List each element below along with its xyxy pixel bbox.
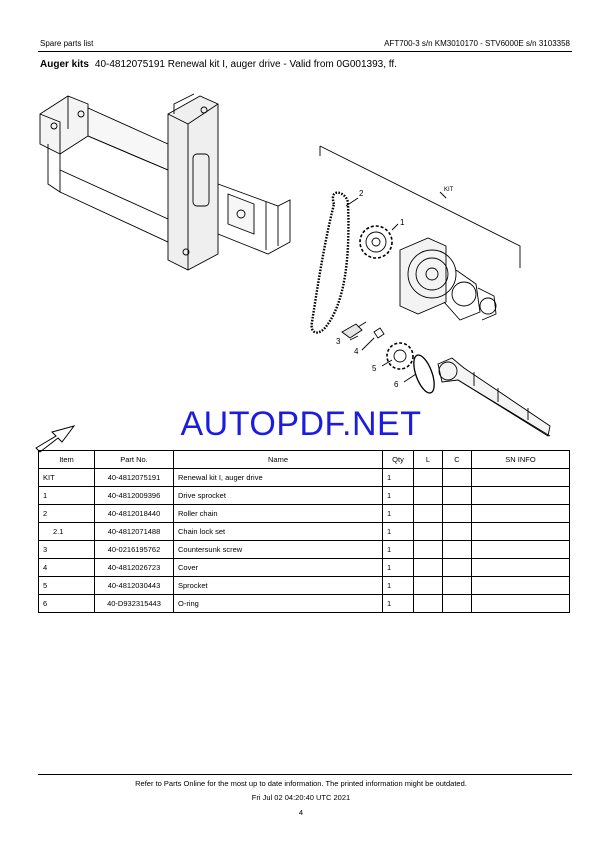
header-divider xyxy=(38,51,572,52)
drive-sprocket-illustration xyxy=(360,226,392,258)
col-name: Name xyxy=(174,451,383,469)
cell-name: Chain lock set xyxy=(174,523,383,541)
cell-c xyxy=(443,505,472,523)
col-item: Item xyxy=(39,451,95,469)
cell-sn-info xyxy=(472,487,570,505)
cell-sn-info xyxy=(472,505,570,523)
header-document-type: Spare parts list xyxy=(40,39,94,48)
title-label: Auger kits xyxy=(40,59,89,70)
title-text: 40-4812075191 Renewal kit I, auger drive - Valid from 0G001393, ff. xyxy=(94,59,397,70)
cell-sn-info xyxy=(472,559,570,577)
cell-sn-info xyxy=(472,523,570,541)
cover-illustration xyxy=(374,328,384,338)
callout-1: 1 xyxy=(400,218,405,227)
callout-5: 5 xyxy=(372,364,377,373)
cell-item: 3 xyxy=(39,541,95,559)
cell-qty: 1 xyxy=(383,523,414,541)
cell-name: Sprocket xyxy=(174,577,383,595)
cell-sn-info xyxy=(472,469,570,487)
cell-name: Drive sprocket xyxy=(174,487,383,505)
cell-item: 2.1 xyxy=(39,523,95,541)
cell-sn-info xyxy=(472,541,570,559)
cell-l xyxy=(414,505,443,523)
page-title xyxy=(40,59,397,70)
cell-qty: 1 xyxy=(383,487,414,505)
countersunk-screw-illustration xyxy=(342,322,366,338)
auger-frame-illustration xyxy=(40,94,290,270)
o-ring-illustration xyxy=(410,352,439,395)
callout-4: 4 xyxy=(354,347,359,356)
callout-2: 2 xyxy=(359,189,364,198)
cell-qty: 1 xyxy=(383,505,414,523)
header-model-info: AFT700-3 s/n KM3010170 - STV6000E s/n 3103358 xyxy=(384,39,570,48)
cell-part-no: 40-4812030443 xyxy=(95,577,174,595)
cell-qty: 1 xyxy=(383,469,414,487)
cell-c xyxy=(443,577,472,595)
cell-c xyxy=(443,487,472,505)
footer-note: Refer to Parts Online for the most up to date information. The printed information might be outdated. xyxy=(135,779,467,788)
cell-qty: 1 xyxy=(383,541,414,559)
cell-part-no: 40-4812009396 xyxy=(95,487,174,505)
cell-part-no: 40-4812071488 xyxy=(95,523,174,541)
footer-divider xyxy=(38,774,572,775)
cell-qty: 1 xyxy=(383,559,414,577)
cell-name: Countersunk screw xyxy=(174,541,383,559)
cell-l xyxy=(414,577,443,595)
table-row xyxy=(39,469,570,487)
sprocket-illustration xyxy=(387,343,413,369)
table-row xyxy=(39,595,570,613)
cell-qty: 1 xyxy=(383,577,414,595)
cell-item: 2 xyxy=(39,505,95,523)
cell-l xyxy=(414,487,443,505)
exploded-parts-drawing xyxy=(28,74,578,454)
col-part-no: Part No. xyxy=(95,451,174,469)
cell-part-no: 40-4812075191 xyxy=(95,469,174,487)
cell-part-no: 40-4812018440 xyxy=(95,505,174,523)
cell-part-no: 40-4812026723 xyxy=(95,559,174,577)
cell-l xyxy=(414,559,443,577)
watermark: AUTOPDF.NET xyxy=(180,405,422,443)
cell-part-no: 40-0216195762 xyxy=(95,541,174,559)
cell-name: O-ring xyxy=(174,595,383,613)
cell-item: 4 xyxy=(39,559,95,577)
table-row xyxy=(39,523,570,541)
callout-6: 6 xyxy=(394,380,399,389)
table-row xyxy=(39,487,570,505)
cell-c xyxy=(443,469,472,487)
cell-l xyxy=(414,595,443,613)
col-sn-info: SN INFO xyxy=(472,451,570,469)
cell-part-no: 40-D932315443 xyxy=(95,595,174,613)
cell-c xyxy=(443,595,472,613)
cell-sn-info xyxy=(472,577,570,595)
cell-c xyxy=(443,523,472,541)
parts-table xyxy=(38,450,570,613)
cell-l xyxy=(414,469,443,487)
roller-chain-illustration xyxy=(312,193,349,333)
cell-l xyxy=(414,541,443,559)
cell-item: 1 xyxy=(39,487,95,505)
cell-l xyxy=(414,523,443,541)
table-header-row xyxy=(39,451,570,469)
cell-item: 5 xyxy=(39,577,95,595)
drive-motor-illustration xyxy=(400,238,496,320)
cell-item: KIT xyxy=(39,469,95,487)
kit-label: KIT xyxy=(444,187,454,193)
cell-name: Renewal kit I, auger drive xyxy=(174,469,383,487)
cell-c xyxy=(443,541,472,559)
col-c: C xyxy=(443,451,472,469)
col-qty: Qty xyxy=(383,451,414,469)
footer-date: Fri Jul 02 04:20:40 UTC 2021 xyxy=(251,793,351,802)
cell-qty: 1 xyxy=(383,595,414,613)
cell-name: Roller chain xyxy=(174,505,383,523)
table-row xyxy=(39,577,570,595)
cell-item: 6 xyxy=(39,595,95,613)
cell-c xyxy=(443,559,472,577)
callout-3: 3 xyxy=(336,337,341,346)
table-row xyxy=(39,541,570,559)
cell-name: Cover xyxy=(174,559,383,577)
table-row xyxy=(39,559,570,577)
cell-sn-info xyxy=(472,595,570,613)
col-l: L xyxy=(414,451,443,469)
page-number: 4 xyxy=(298,808,304,817)
table-row xyxy=(39,505,570,523)
